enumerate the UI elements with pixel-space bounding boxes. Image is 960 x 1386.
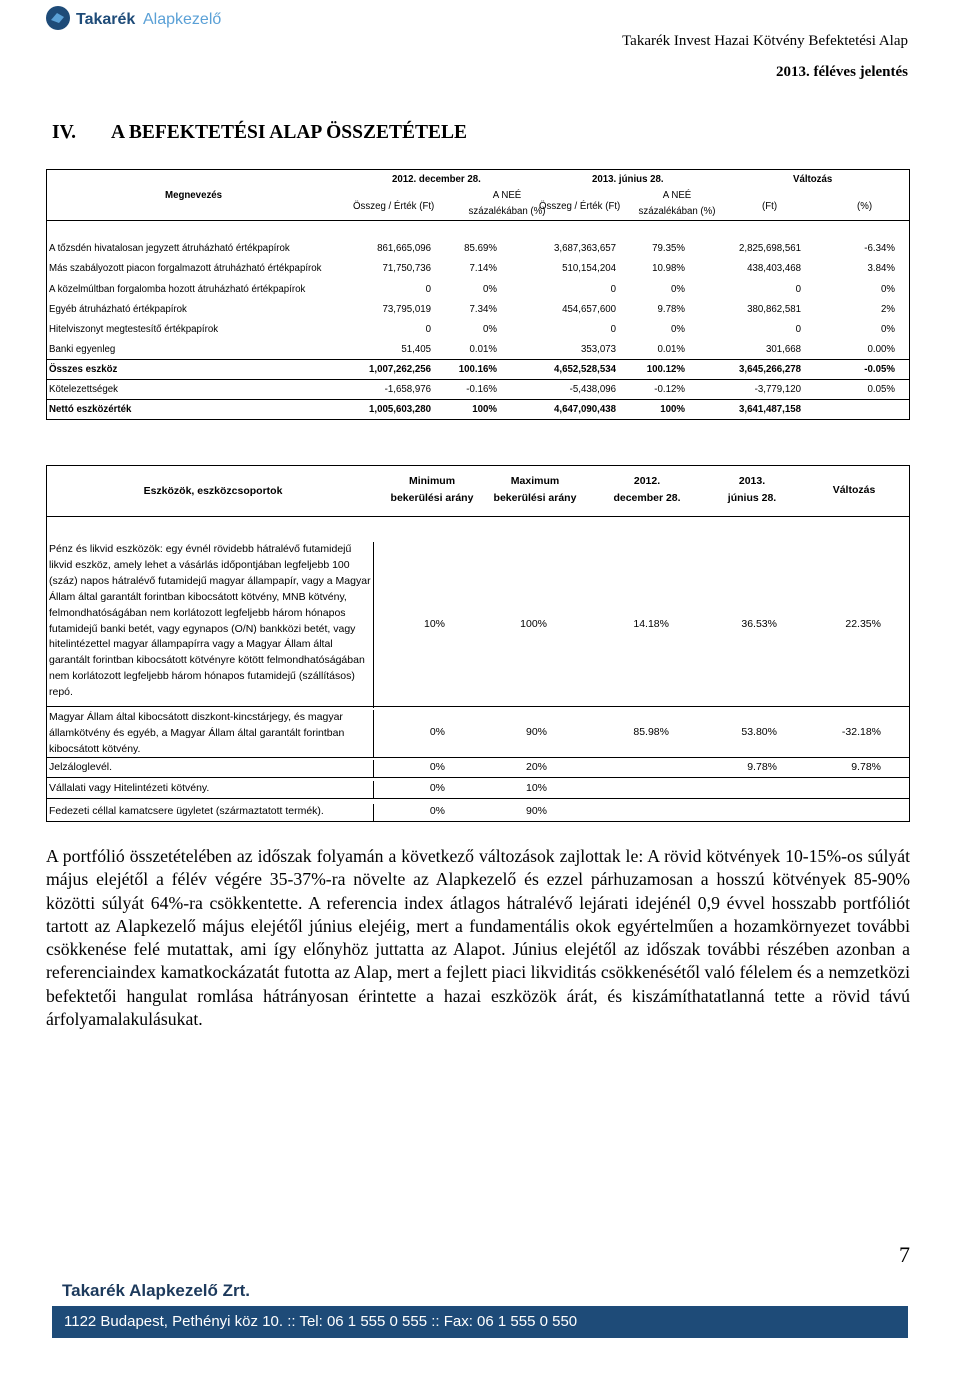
row-max: 100% bbox=[520, 618, 547, 630]
commentary-text: A portfólió összetételében az időszak folyamán a következő változások zajlottak le: A rövid kötvények 10-15%-os súlyát május elejétől a félév végére 35-37%-ra növelte az Alapkezelő és ezzel párhuzamosan a hosszú kötvények 85-90% közötti súlyát 64%-ra csökkentette. A referencia index átlagos hátralévő lejárati idejénél 0,9 évvel hosszabb portfóliót tartott az Alapkezelő május elejétől június elejéig, mert a fundamentális okok egyértelműen a hozamkörnyezet további csökkenése felé mutattak, ami így előnyhöz juttatta az Alapot. Június elejétől az időszak további részében azonban a referenciaindex kamatkockázatát futotta az Alap, mert a fejlett piaci likviditás csökkenésétől való félelem és a nemzetközi befektetői hangulat romlása hátrányosan érintette a hazai eszközök árát, és kiszámíthatatlanná tette a rövid távú árfolyamalakulásukat. bbox=[46, 846, 910, 1030]
header-change: Változás bbox=[793, 174, 833, 185]
row-description: Vállalati vagy Hitelintézeti kötvény. bbox=[49, 781, 374, 799]
row-pct-2: 79.35% bbox=[652, 243, 685, 254]
footer-contact: 1122 Budapest, Pethényi köz 10. :: Tel: 06 1 555 0 555 :: Fax: 06 1 555 0 550 bbox=[64, 1313, 578, 1330]
row-min: 0% bbox=[429, 782, 445, 794]
row-label: Hitelviszonyt megtestesítő értékpapírok bbox=[49, 324, 219, 335]
header-nav-1b: százalékában (%) bbox=[468, 206, 546, 217]
asset-class-table bbox=[46, 465, 910, 822]
row-value-2: 510,154,204 bbox=[562, 263, 616, 274]
row-value-1: 71,750,736 bbox=[382, 263, 431, 274]
row-pct-1: 0.01% bbox=[469, 344, 497, 355]
row-pct-1: 100% bbox=[472, 404, 497, 415]
row-period1: 85.98% bbox=[633, 726, 669, 738]
row-max: 20% bbox=[525, 761, 547, 773]
footer-company: Takarék Alapkezelő Zrt. bbox=[62, 1281, 251, 1300]
row-value-1: 0 bbox=[425, 284, 431, 295]
asset-table-header bbox=[47, 466, 909, 517]
table-row bbox=[47, 320, 909, 340]
header-change: Változás bbox=[832, 484, 876, 496]
row-period2: 36.53% bbox=[741, 618, 777, 630]
row-pct-2: 0% bbox=[670, 324, 685, 335]
table-row bbox=[47, 379, 909, 400]
row-min: 0% bbox=[429, 726, 445, 738]
table-row bbox=[47, 300, 909, 320]
table-row bbox=[47, 340, 909, 360]
row-period2: 53.80% bbox=[741, 726, 777, 738]
row-max: 10% bbox=[525, 782, 547, 794]
section-title: A BEFEKTETÉSI ALAP ÖSSZETÉTELE bbox=[111, 122, 468, 143]
table-row-net bbox=[47, 399, 909, 420]
row-change-ft: 380,862,581 bbox=[747, 304, 801, 315]
header-period2: 2013. június 28. bbox=[592, 174, 664, 185]
table-row-total bbox=[47, 359, 909, 380]
header-change-pct: (%) bbox=[857, 201, 873, 212]
header-min-1: Minimum bbox=[408, 475, 456, 487]
row-change-ft: 438,403,468 bbox=[747, 263, 801, 274]
row-label: A tőzsdén hivatalosan jegyzett átruházható értékpapírok bbox=[49, 243, 290, 254]
row-period1: 14.18% bbox=[633, 618, 669, 630]
table-row bbox=[47, 259, 909, 279]
row-pct-2: 10.98% bbox=[652, 263, 685, 274]
composition-table bbox=[46, 169, 910, 420]
row-pct-2: -0.12% bbox=[654, 384, 685, 395]
document-subtitle: 2013. féléves jelentés bbox=[775, 64, 908, 80]
header-nav-2b: százalékában (%) bbox=[638, 206, 716, 217]
header-period1-1: 2012. bbox=[633, 475, 661, 487]
row-value-1: 51,405 bbox=[401, 344, 431, 355]
row-min: 0% bbox=[429, 761, 445, 773]
row-description: Magyar Állam által kibocsátott diszkont-kincstárjegy, és magyar államkötvény és egyéb, a Magyar Állam által garantált forintban kibocsátott kötvény. bbox=[49, 710, 374, 758]
header-nav-2a: A NEÉ bbox=[662, 190, 692, 201]
row-pct-1: 85.69% bbox=[464, 243, 497, 254]
header-change-ft: (Ft) bbox=[762, 201, 778, 212]
row-value-1: 861,665,096 bbox=[377, 243, 431, 254]
row-change-pct: 0% bbox=[880, 324, 895, 335]
row-min: 10% bbox=[423, 618, 445, 630]
row-value-2: 4,647,090,438 bbox=[554, 404, 616, 415]
row-value-2: 353,073 bbox=[580, 344, 616, 355]
row-label: Kötelezettségek bbox=[49, 384, 118, 395]
logo-brand-text: Takarék bbox=[76, 11, 136, 28]
table-row bbox=[47, 706, 909, 757]
row-value-1: -1,658,976 bbox=[384, 384, 431, 395]
row-max: 90% bbox=[525, 805, 547, 817]
row-max: 90% bbox=[525, 726, 547, 738]
row-change-ft: 0 bbox=[795, 324, 801, 335]
header-value-1: Összeg / Érték (Ft) bbox=[353, 201, 435, 212]
header-period1-2: december 28. bbox=[613, 492, 681, 504]
header-value-2: Összeg / Érték (Ft) bbox=[539, 201, 621, 212]
row-change-pct: 0.05% bbox=[867, 384, 895, 395]
header-min-2: bekerülési arány bbox=[390, 492, 474, 504]
row-change-pct: 3.84% bbox=[867, 263, 895, 274]
header-assets: Eszközök, eszközcsoportok bbox=[143, 485, 283, 497]
page-number: 7 bbox=[899, 1242, 910, 1267]
row-change: 22.35% bbox=[845, 618, 881, 630]
section-number: IV. bbox=[52, 122, 77, 143]
table-row bbox=[47, 280, 909, 300]
header-period1: 2012. december 28. bbox=[392, 174, 481, 185]
table-row bbox=[47, 777, 909, 798]
row-label: Banki egyenleg bbox=[49, 344, 116, 355]
row-pct-2: 0% bbox=[670, 284, 685, 295]
row-period2: 9.78% bbox=[747, 761, 777, 773]
row-label: Más szabályozott piacon forgalmazott átruházható értékpapírok bbox=[49, 263, 322, 274]
document-title: Takarék Invest Hazai Kötvény Befektetési Alap bbox=[622, 33, 908, 49]
row-change: 9.78% bbox=[851, 761, 881, 773]
header-period2-1: 2013. bbox=[738, 475, 766, 487]
table-row bbox=[47, 542, 909, 708]
row-value-2: 3,687,363,657 bbox=[554, 243, 616, 254]
row-description: Fedezeti céllal kamatcsere ügyletet (származtatott termék). bbox=[49, 804, 374, 822]
row-description: Jelzáloglevél. bbox=[49, 760, 374, 778]
row-value-2: 0 bbox=[610, 284, 616, 295]
row-value-1: 73,795,019 bbox=[382, 304, 431, 315]
row-change-ft: 3,645,266,278 bbox=[739, 364, 801, 375]
row-label: A közelmúltban forgalomba hozott átruházható értékpapírok bbox=[49, 284, 306, 295]
row-pct-2: 100.12% bbox=[646, 364, 685, 375]
row-value-1: 1,005,603,280 bbox=[369, 404, 431, 415]
row-pct-1: -0.16% bbox=[466, 384, 497, 395]
row-pct-1: 0% bbox=[482, 284, 497, 295]
row-change-pct: 2% bbox=[880, 304, 895, 315]
row-change-pct: -0.05% bbox=[864, 364, 895, 375]
composition-table-header bbox=[47, 170, 909, 221]
row-change-ft: 2,825,698,561 bbox=[739, 243, 801, 254]
row-value-2: 454,657,600 bbox=[562, 304, 616, 315]
row-change-ft: 0 bbox=[795, 284, 801, 295]
row-label: Összes eszköz bbox=[49, 364, 118, 375]
table-row bbox=[47, 239, 909, 259]
row-label: Nettó eszközérték bbox=[49, 404, 132, 415]
row-value-2: 0 bbox=[610, 324, 616, 335]
row-pct-1: 7.14% bbox=[469, 263, 497, 274]
row-pct-2: 0.01% bbox=[657, 344, 685, 355]
header-max-1: Maximum bbox=[510, 475, 560, 487]
header-period2-2: június 28. bbox=[727, 492, 777, 504]
row-value-2: -5,438,096 bbox=[569, 384, 616, 395]
row-pct-1: 100.16% bbox=[458, 364, 497, 375]
row-pct-1: 7.34% bbox=[469, 304, 497, 315]
row-pct-1: 0% bbox=[482, 324, 497, 335]
header-nav-1a: A NEÉ bbox=[492, 190, 522, 201]
header-max-2: bekerülési arány bbox=[493, 492, 577, 504]
row-change-pct: 0.00% bbox=[867, 344, 895, 355]
table-row bbox=[47, 757, 909, 777]
row-value-1: 0 bbox=[425, 324, 431, 335]
logo-rest-text: Alapkezelő bbox=[143, 11, 222, 28]
header-name: Megnevezés bbox=[165, 190, 223, 201]
row-change-ft: 3,641,487,158 bbox=[739, 404, 801, 415]
row-change-ft: 301,668 bbox=[765, 344, 801, 355]
table-row bbox=[47, 798, 909, 821]
row-value-2: 4,652,528,534 bbox=[554, 364, 616, 375]
logo-graphic bbox=[44, 4, 244, 34]
row-min: 0% bbox=[429, 805, 445, 817]
row-label: Egyéb átruházható értékpapírok bbox=[49, 304, 187, 315]
row-pct-2: 100% bbox=[660, 404, 685, 415]
row-value-1: 1,007,262,256 bbox=[369, 364, 431, 375]
row-change-ft: -3,779,120 bbox=[754, 384, 801, 395]
company-logo bbox=[44, 4, 244, 34]
row-change: -32.18% bbox=[841, 726, 881, 738]
row-description: Pénz és likvid eszközök: egy évnél rövidebb hátralévő futamidejű likvid eszköz, amely lehet a vásárlás időpontjában legfeljebb 100 (száz) napos hátralévő futamidejű magyar állampapír, vagy a Magyar Állam által garantált forintban kibocsátott kötvény, MNB kötvény, felmondhatóságában nem korlátozott legfeljebb három hónapos futamidejű banki betét, vagy egynapos (O/N) bankközi betét, vagy hitelintézettel magyar állampapírra vagy a Magyar Állam által garantált forintban kibocsátott kötvényre kötött felmondhatóságában nem korlátozott legfeljebb három hónapos futamidejű (szállításos) repó. bbox=[49, 542, 374, 708]
row-change-pct: -6.34% bbox=[864, 243, 895, 254]
row-change-pct: 0% bbox=[880, 284, 895, 295]
commentary-paragraph bbox=[46, 845, 910, 1031]
row-pct-2: 9.78% bbox=[657, 304, 685, 315]
